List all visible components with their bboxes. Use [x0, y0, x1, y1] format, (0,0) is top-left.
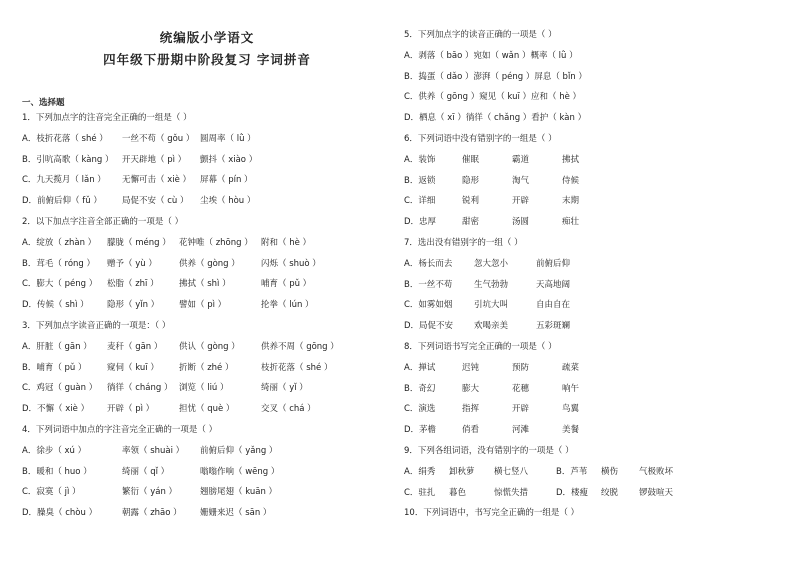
- question-stem: 5．下列加点字的读音正确的一项是（ ）: [404, 30, 557, 40]
- option-item: 欢喝亲美: [474, 321, 509, 332]
- option-item: 开辟: [512, 404, 530, 415]
- question-stem: 8．下列词语书写完全正确的一项是（ ）: [404, 342, 557, 352]
- option-item: 横伤: [601, 466, 619, 477]
- option-item: 引坑大叫: [474, 300, 509, 311]
- option-item: 拂拭（ shì ）: [179, 279, 231, 290]
- option-item: 前俯后仰: [536, 258, 571, 269]
- option-item: 徜徉（ cháng ）: [107, 383, 173, 394]
- option-item: 供养不周（ gōng ）: [261, 341, 339, 352]
- option-item: 花穗: [512, 383, 530, 394]
- option-item: C．寂寞（ jì ）: [22, 487, 81, 498]
- answer-option-row: [22, 508, 310, 519]
- option-item: C．供养（ gōng ）窥见（ kuī ）应和（ hè ）: [404, 92, 582, 103]
- answer-option-row: [404, 467, 709, 478]
- option-item: 绞脱: [601, 487, 619, 498]
- option-item: 五彩斑斓: [536, 321, 571, 332]
- option-item: 麦秆（ gān ）: [107, 341, 163, 352]
- option-item: 锣鼓喧天: [639, 487, 674, 498]
- option-item: C．演选: [404, 404, 436, 415]
- option-item: 霸道: [512, 154, 530, 165]
- option-item: 浏览（ liú ）: [179, 383, 229, 394]
- option-item: 圆周率（ lǜ ）: [200, 133, 256, 144]
- option-item: 天高地阔: [536, 279, 571, 290]
- answer-option-row: [22, 175, 310, 186]
- answer-option-row: [404, 300, 616, 311]
- option-item: 担忧（ què ）: [179, 404, 235, 415]
- option-item: 朝露（ zhāo ）: [122, 508, 182, 519]
- option-item: A．肝脏（ gān ）: [22, 341, 92, 352]
- option-item: 响午: [562, 383, 580, 394]
- option-item: C．九天揽月（ lǎn ）: [22, 175, 106, 186]
- option-item: B．引吭高歌（ kàng ）: [22, 154, 114, 165]
- option-item: A．掸试: [404, 362, 436, 373]
- answer-option-row: [22, 238, 351, 249]
- option-item: B．哺育（ pǔ ）: [22, 362, 87, 373]
- option-item: 生气勃勃: [474, 279, 509, 290]
- option-item: C．详细: [404, 196, 436, 207]
- option-item: 供认（ gòng ）: [179, 341, 240, 352]
- option-item: 隐形（ yǐn ）: [107, 300, 160, 311]
- answer-option-row: [22, 279, 351, 290]
- option-item: 窥伺（ kuī ）: [107, 362, 159, 373]
- option-item: 供养（ gòng ）: [179, 258, 240, 269]
- question-stem: 7．选出没有错别字的一组（ ）: [404, 238, 523, 248]
- option-item: 拂拭: [562, 154, 580, 165]
- option-item: B．芦苇: [556, 466, 588, 477]
- option-item: 闪烁（ shuò ）: [261, 258, 321, 269]
- option-item: 甜密: [462, 217, 480, 228]
- option-item: 无懈可击（ xiè ）: [122, 175, 192, 186]
- option-item: 枝折花落（ shé ）: [261, 362, 333, 373]
- option-item: 卸秋萝: [449, 466, 475, 477]
- answer-option-row: [404, 92, 581, 103]
- option-item: B．返锁: [404, 175, 436, 186]
- answer-option-row: [22, 446, 310, 457]
- option-item: C．驻扎: [404, 487, 436, 498]
- answer-option-row: [404, 384, 612, 395]
- answer-option-row: [404, 488, 709, 499]
- option-item: 譬如（ pì ）: [179, 300, 227, 311]
- option-item: 绮丽（ qǐ ）: [122, 466, 170, 477]
- option-item: 抡拳（ lún ）: [261, 300, 314, 311]
- option-item: C．鸡冠（ guàn ）: [22, 383, 98, 394]
- answer-option-row: [404, 196, 612, 207]
- option-item: 膨大: [462, 383, 480, 394]
- option-item: 嗡嗡作响（ wēng ）: [200, 466, 280, 477]
- option-item: 横七竖八: [494, 466, 529, 477]
- option-item: 花钟唯（ zhōng ）: [179, 237, 253, 248]
- option-item: 鸟翼: [562, 404, 580, 415]
- answer-option-row: [22, 404, 351, 415]
- option-item: 绮丽（ yǐ ）: [261, 383, 308, 394]
- option-item: A．枝折花落（ shé ）: [22, 133, 108, 144]
- option-item: B．暖和（ huo ）: [22, 466, 92, 477]
- option-item: A．杨长而去: [404, 258, 453, 269]
- option-item: 隐形: [462, 175, 480, 186]
- answer-option-row: [404, 176, 612, 187]
- option-item: 赠予（ yù ）: [107, 258, 157, 269]
- option-item: D．不懈（ xiè ）: [22, 404, 90, 415]
- answer-option-row: [22, 155, 310, 166]
- option-item: 尘埃（ hòu ）: [200, 196, 256, 207]
- option-item: 指挥: [462, 404, 480, 415]
- option-item: B．奇幻: [404, 383, 436, 394]
- answer-option-row: [404, 113, 586, 124]
- option-item: D．茅檐: [404, 425, 437, 436]
- option-item: D．栖息（ xī ）徜徉（ chǎng ）看护（ kàn ）: [404, 113, 587, 124]
- option-item: A．绢秀: [404, 466, 436, 477]
- option-item: 侍候: [562, 175, 580, 186]
- option-item: C．膨大（ péng ）: [22, 279, 98, 290]
- question-stem: 4．下列词语中加点的字注音完全正确的一项是（ ）: [22, 425, 218, 435]
- option-item: 一丝不苟（ gǒu ）: [122, 133, 195, 144]
- option-item: 朦胧（ méng ）: [107, 237, 171, 248]
- question-stem: 1．下列加点字的注音完全正确的一组是（ ）: [22, 113, 192, 123]
- option-item: 开辟（ pì ）: [107, 404, 155, 415]
- answer-option-row: [22, 134, 310, 145]
- option-item: 忽大忽小: [474, 258, 509, 269]
- answer-option-row: [22, 342, 351, 353]
- option-item: 预防: [512, 362, 530, 373]
- option-item: 自由自在: [536, 300, 571, 311]
- answer-option-row: [22, 363, 351, 374]
- option-item: 末期: [562, 196, 580, 207]
- question-stem: 10．下列词语中，书写完全正确的一组是（ ）: [404, 508, 580, 519]
- option-item: D．楼瘦: [556, 487, 589, 498]
- answer-option-row: [22, 259, 351, 270]
- option-item: D．忠厚: [404, 217, 437, 228]
- answer-option-row: [404, 280, 616, 291]
- answer-option-row: [404, 72, 587, 83]
- answer-option-row: [404, 259, 616, 270]
- option-item: 锐利: [462, 196, 480, 207]
- answer-option-row: [404, 321, 616, 332]
- answer-option-row: [404, 363, 612, 374]
- question-stem: 9．下列各组词语，没有错别字的一项是（ ）: [404, 446, 574, 456]
- option-item: 暮色: [449, 487, 467, 498]
- option-item: 催眠: [462, 154, 480, 165]
- document-title: 统编版小学语文: [159, 30, 255, 45]
- answer-option-row: [22, 467, 310, 478]
- answer-option-row: [22, 487, 310, 498]
- option-item: B．捣蛋（ dǎo ）澎湃（ péng ）屏息（ bǐn ）: [404, 71, 587, 82]
- option-item: 开辟: [512, 196, 530, 207]
- option-item: 惊慌失措: [494, 487, 529, 498]
- answer-option-row: [22, 196, 310, 207]
- answer-option-row: [22, 383, 351, 394]
- answer-option-row: [22, 300, 351, 311]
- option-item: A．装饰: [404, 154, 436, 165]
- option-item: 淘气: [512, 175, 530, 186]
- option-item: 附和（ hè ）: [261, 237, 312, 248]
- option-item: A．剥落（ bāo ）宛如（ wǎn ）概率（ lǜ ）: [404, 50, 578, 61]
- option-item: 繁衍（ yán ）: [122, 487, 178, 498]
- option-item: 折断（ zhé ）: [179, 362, 234, 373]
- option-item: 姗姗来迟（ sān ）: [200, 508, 272, 519]
- option-item: 哺育（ pǔ ）: [261, 279, 312, 290]
- question-stem: 6．下列词语中没有错别字的一组是（ ）: [404, 134, 557, 144]
- option-item: 痴壮: [562, 217, 580, 228]
- option-item: 局促不安（ cù ）: [122, 196, 189, 207]
- option-item: 气极败坏: [639, 466, 674, 477]
- question-stem: 2．以下加点字注音全部正确的一项是（ ）: [22, 217, 184, 227]
- option-item: 俏看: [462, 425, 480, 436]
- option-item: A．徐步（ xú ）: [22, 445, 87, 456]
- answer-option-row: [404, 404, 612, 415]
- option-item: A．绽放（ zhàn ）: [22, 237, 97, 248]
- option-item: B．茸毛（ róng ）: [22, 258, 96, 269]
- answer-option-row: [404, 217, 612, 228]
- option-item: 屏幕（ pín ）: [200, 175, 253, 186]
- option-item: 迟钝: [462, 362, 480, 373]
- answer-option-row: [404, 51, 578, 62]
- option-item: 松脂（ zhī ）: [107, 279, 159, 290]
- option-item: 翘膀尾翅（ kuān ）: [200, 487, 278, 498]
- option-item: D．前俯后仰（ fǔ ）: [22, 196, 102, 207]
- option-item: 交叉（ chá ）: [261, 404, 316, 415]
- option-item: 开天辟地（ pì ）: [122, 154, 187, 165]
- option-item: C．如雾如烟: [404, 300, 453, 311]
- option-item: 美餐: [562, 425, 580, 436]
- option-item: D．传候（ shì ）: [22, 300, 89, 311]
- option-item: 前俯后仰（ yǎng ）: [200, 445, 278, 456]
- option-item: D．局促不安: [404, 321, 454, 332]
- option-item: 河滩: [512, 425, 530, 436]
- option-item: 率领（ shuài ）: [122, 445, 185, 456]
- option-item: D．臊臭（ chòu ）: [22, 508, 98, 519]
- answer-option-row: [404, 155, 612, 166]
- option-item: B．一丝不苟: [404, 279, 453, 290]
- section-title: 一、选择题: [22, 98, 65, 108]
- option-item: 颤抖（ xiào ）: [200, 154, 258, 165]
- question-stem: 3．下列加点字读音正确的一项是：（ ）: [22, 321, 171, 331]
- option-item: 疏菜: [562, 362, 580, 373]
- option-item: 汤圆: [512, 217, 530, 228]
- answer-option-row: [404, 425, 612, 436]
- document-subtitle: 四年级下册期中阶段复习 字词拼音: [103, 52, 311, 67]
